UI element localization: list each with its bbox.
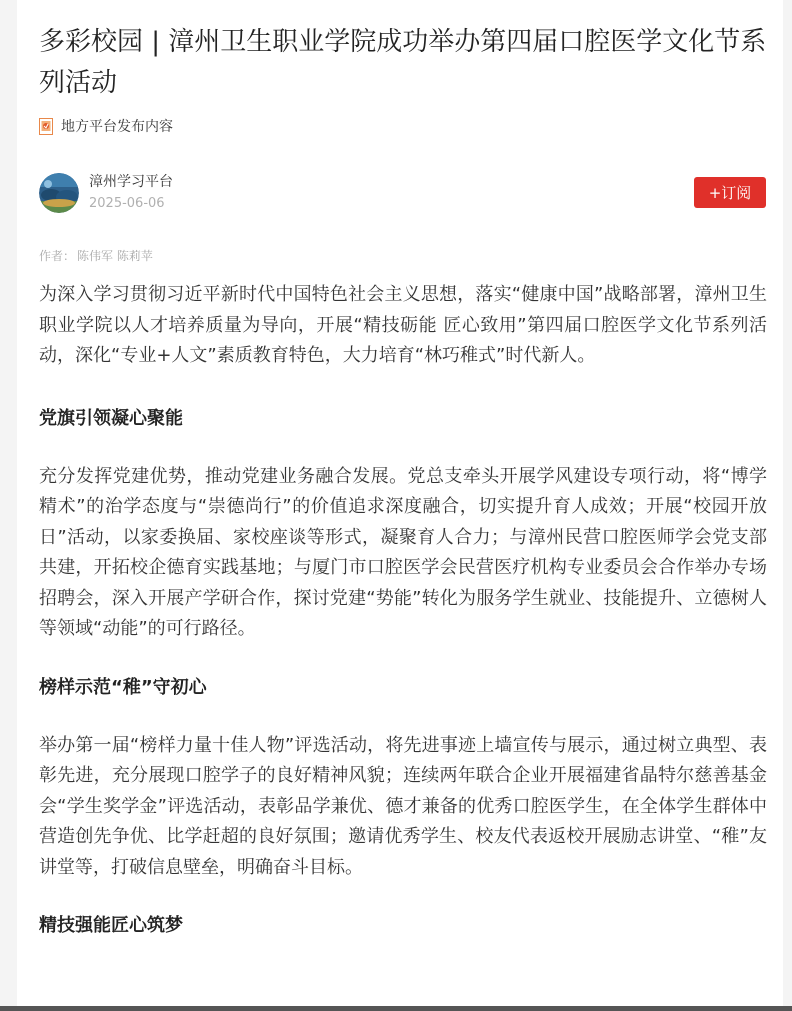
author-names: 陈伟军 陈莉苹 <box>77 249 153 263</box>
publisher-info[interactable] <box>39 172 173 214</box>
section-heading: 榜样示范“稚”守初心 <box>39 676 207 698</box>
article-body <box>39 280 767 941</box>
subscribe-button[interactable]: +订阅 <box>694 177 766 208</box>
source-label: 地方平台发布内容 <box>61 119 173 135</box>
bookmark-badge-icon <box>39 118 53 135</box>
author-label: 作者： <box>39 249 76 263</box>
publisher-avatar[interactable] <box>39 173 79 213</box>
paragraph: 充分发挥党建优势，推动党建业务融合发展。党总支牵头开展学风建设专项行动，将“博学精术”的治学态度与“崇德尚行”的价值追求深度融合，切实提升育人成效；开展“校园开放日”活动，以家委换届、家校座谈等形式，凝聚育人合力；与漳州民营口腔医师学会党支部共建，开拓校企德育实践基地；与厦门市口腔医学会民营医疗机构专业委员会合作举办专场招聘会，深入开展产学研合作，探讨党建“势能”转化为服务学生就业、技能提升、立德树人等领域“动能”的可行路径。 <box>39 465 767 639</box>
article-title: 多彩校园 | 漳州卫生职业学院成功举办第四届口腔医学文化节系列活动 <box>39 27 767 98</box>
article-page <box>17 0 783 1006</box>
section-heading: 精技强能匠心筑梦 <box>39 915 183 936</box>
section-heading: 党旗引领凝心聚能 <box>39 407 183 429</box>
paragraph: 为深入学习贯彻习近平新时代中国特色社会主义思想，落实“健康中国”战略部署，漳州卫生职业学院以人才培养质量为导向，开展“精技砺能 匠心致用”第四届口腔医学文化节系列活动，深化“专业+人文”素质教育特色，大力培育“林巧稚式”时代新人。 <box>39 284 767 366</box>
publisher-name[interactable]: 漳州学习平台 <box>89 174 173 190</box>
bottom-edge-bar <box>0 1006 792 1011</box>
author-line <box>39 247 153 265</box>
paragraph: 举办第一届“榜样力量十佳人物”评选活动，将先进事迹上墙宣传与展示，通过树立典型、表彰先进，充分展现口腔学子的良好精神风貌；连续两年联合企业开展福建省晶特尔慈善基金会“学生奖学金”评选活动，表彰品学兼优、德才兼备的优秀口腔医学生，在全体学生群体中营造创先争优、比学赶超的良好氛围；邀请优秀学生、校友代表返校开展励志讲堂、“稚”友讲堂等，打破信息壁垒，明确奋斗目标。 <box>39 734 767 878</box>
publish-date: 2025-06-06 <box>89 196 165 211</box>
source-tag <box>39 116 173 136</box>
